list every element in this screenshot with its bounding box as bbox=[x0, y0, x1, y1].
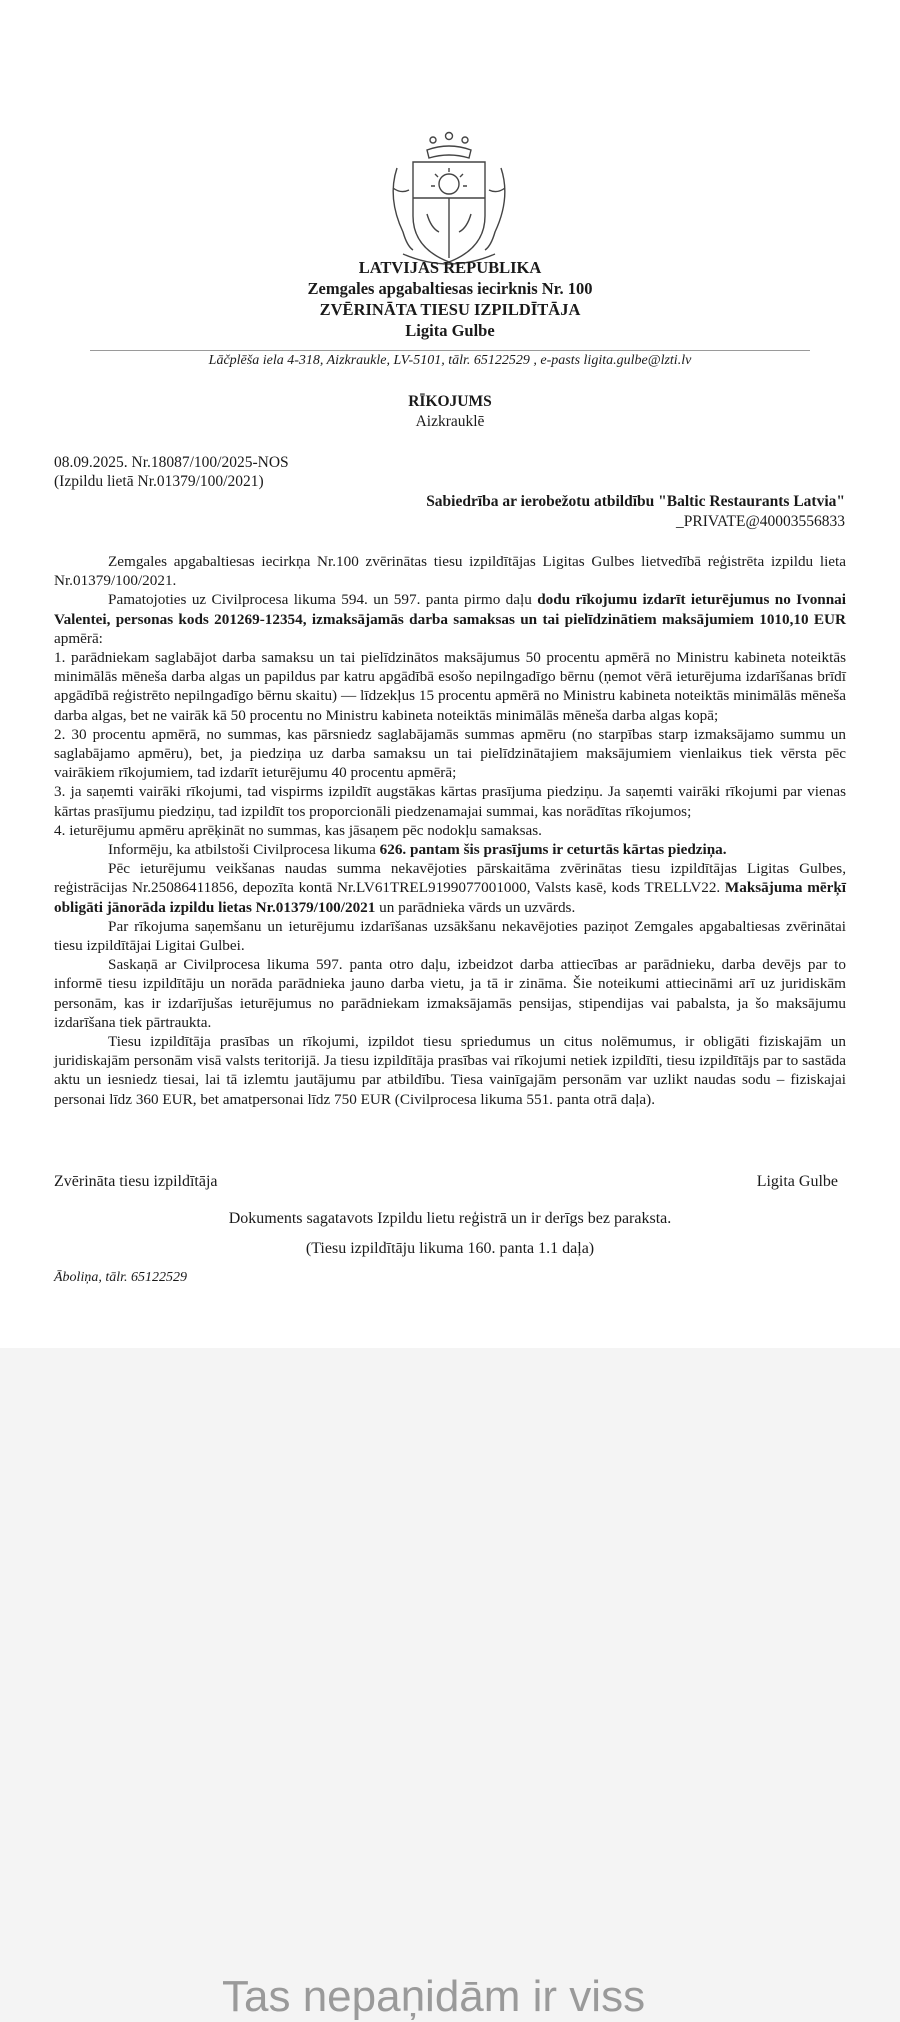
document-date-number: 08.09.2025. Nr.18087/100/2025-NOS bbox=[54, 454, 289, 471]
priority-emphasis: 626. pantam šis prasījums ir ceturtās kārtas piedziņa. bbox=[379, 841, 727, 859]
paragraph-payment: Pēc ieturējumu veikšanas naudas summa nekavējoties pārskaitāma zvērinātas tiesu izpildītājas Ligitas Gulbes, reģistrācijas Nr.25086411856, depozīta kontā Nr.LV61TREL9199077001000, Valsts kasē, kods TRELLV22. Maksājuma mērķī obligāti jānorāda izpildu lietas Nr.01379/100/2021 un parādnieka vārds un uzvārds. bbox=[54, 860, 846, 916]
document-place: Aizkrauklē bbox=[415, 413, 485, 430]
order-body bbox=[54, 552, 846, 1109]
payment-emphasis: Maksājuma mērķī obligāti jānorāda izpildu lietas Nr.01379/100/2021 bbox=[54, 879, 846, 916]
paragraph-case: Zemgales apgabaltiesas iecirkņa Nr.100 zvērinātas tiesu izpildītājas Ligitas Gulbes lietvedībā reģistrēta izpildu lieta Nr.01379/100/2021. bbox=[54, 553, 846, 590]
coat-of-arms-icon bbox=[383, 128, 515, 268]
list-item: 2. 30 procentu apmērā, no summas, kas pārsniedz saglabājamās summas apmēru (no starpības starp izmaksājamo summu un saglabājamo apmēru), bet, ja piedziņa uz darba samaksu un tai pielīdzinātajiem maksājumiem vienlaikus tiek vērsta pēc vairākiem rīkojumiem, tad izdarīt ieturējumu 40 procentu apmērā; bbox=[54, 725, 846, 782]
signature-role: Zvērināta tiesu izpildītāja bbox=[54, 1173, 218, 1190]
role-heading: ZVĒRINĀTA TIESU IZPILDĪTĀJA bbox=[319, 300, 581, 319]
list-item: 3. ja saņemti vairāki rīkojumi, tad vispirms izpildīt augstākas kārtas prasījuma piedziņu. Ja saņemti vairāki rīkojumi par vienas kārtas prasījumu piedziņu, tad izpildīt tos proporcionāli piedzenamajai summai, kas norādītas rīkojumos; bbox=[54, 783, 846, 820]
next-page-teaser: Tas nepaņidām ir viss bbox=[222, 1972, 646, 2021]
signature-name: Ligita Gulbe bbox=[756, 1173, 838, 1190]
footer-law: (Tiesu izpildītāju likuma 160. panta 1.1 daļa) bbox=[305, 1240, 595, 1257]
district-heading: Zemgales apgabaltiesas iecirknis Nr. 100 bbox=[307, 279, 593, 298]
paragraph-termination: Saskaņā ar Civilprocesa likuma 597. panta otro daļu, izbeidzot darba attiecības ar parādnieku, darba devējs par to informē tiesu izpildītāju un norāda parādnieka jauno darba vietu, ja tā ir zināma. Šie noteikumi attiecināmi arī uz juridiskām personām, kas ir izdarījušas ieturējumus no parādniekam izmaksājamās pensijas, stipendijas vai pabalsta, ja šo maksājumu izdarīšana tiek pārtraukta. bbox=[54, 956, 846, 1031]
list-item: 1. parādniekam saglabājot darba samaksu un tai pielīdzinātos maksājumus 50 procentu apmērā no Ministru kabineta noteiktās minimālās mēneša darba algas un papildus par katru apgādībā esošo nepilngadīgo bērnu (ņemot vērā ieturējuma izdarīšanas brīdī apgādībā reģistrēto nepilngadīgo bērnu skaitu) — līdzekļus 15 procentu apmērā no Ministru kabineta noteiktās minimālās mēneša darba algas, bet ne vairāk kā 50 procentu no Ministru kabineta noteiktās minimālās mēneša darba algas kopā; bbox=[54, 649, 846, 724]
republic-heading: LATVIJAS REPUBLIKA bbox=[358, 258, 542, 277]
recipient-code: _PRIVATE@40003556833 bbox=[675, 513, 845, 530]
footer-note: Dokuments sagatavots Izpildu lietu reģistrā un ir derīgs bez paraksta. bbox=[228, 1210, 672, 1227]
contact-address: Lāčplēša iela 4-318, Aizkraukle, LV-5101, tālr. 65122529 , e-pasts ligita.gulbe@lzti.lv bbox=[208, 353, 692, 368]
paragraph-obligation: Tiesu izpildītāja prasības un rīkojumi, izpildot tiesu spriedumus un citus nolēmumus, ir obligāti fiziskajām un juridiskajām personām visā valsts teritorijā. Ja tiesu izpildītāja prasības vai rīkojumi netiek izpildīti, tiesu izpildītājs par to sastāda aktu un iesniedz tiesai, lai tā izlemtu jautājumu par atbildību. Tiesa vainīgajām personām var uzlikt naudas sodu – fiziskajai personai līdz 360 EUR, bet amatpersonai līdz 750 EUR (Civilprocesa likuma 551. panta otrā daļa). bbox=[54, 1033, 846, 1108]
paragraph-order: Pamatojoties uz Civilprocesa likuma 594. un 597. panta pirmo daļu dodu rīkojumu izdarīt ieturējumus no Ivonnai Valentei, personas kods 201269-12354, izmaksājamās darba samaksas un tai pielīdzinātiem maksājumiem 1010,10 EUR apmērā: bbox=[54, 591, 846, 647]
order-emphasis: dodu rīkojumu izdarīt ieturējumus no Ivonnai Valentei, personas kods 201269-12354, izmaksājamās darba samaksas un tai pielīdzinātiem maksājumiem 1010,10 EUR bbox=[54, 591, 846, 628]
list-item: 4. ieturējumu apmēru aprēķināt no summas, kas jāsaņem pēc nodokļu samaksas. bbox=[54, 821, 542, 839]
preparer-contact: Āboliņa, tālr. 65122529 bbox=[54, 1270, 188, 1285]
document-title: RĪKOJUMS bbox=[408, 393, 492, 410]
paragraph-priority: Informēju, ka atbilstoši Civilprocesa likuma 626. pantam šis prasījums ir ceturtās kārtas piedziņa. bbox=[108, 841, 727, 859]
case-reference: (Izpildu lietā Nr.01379/100/2021) bbox=[54, 473, 264, 490]
header-divider bbox=[90, 350, 810, 351]
paragraph-notify: Par rīkojuma saņemšanu un ieturējumu izdarīšanas uzsākšanu nekavējoties paziņot Zemgales apgabaltiesas zvērinātai tiesu izpildītājai Ligitai Gulbei. bbox=[54, 917, 846, 955]
recipient-name: Sabiedrība ar ierobežotu atbildību "Baltic Restaurants Latvia" bbox=[426, 493, 845, 510]
bailiff-name: Ligita Gulbe bbox=[405, 321, 495, 340]
